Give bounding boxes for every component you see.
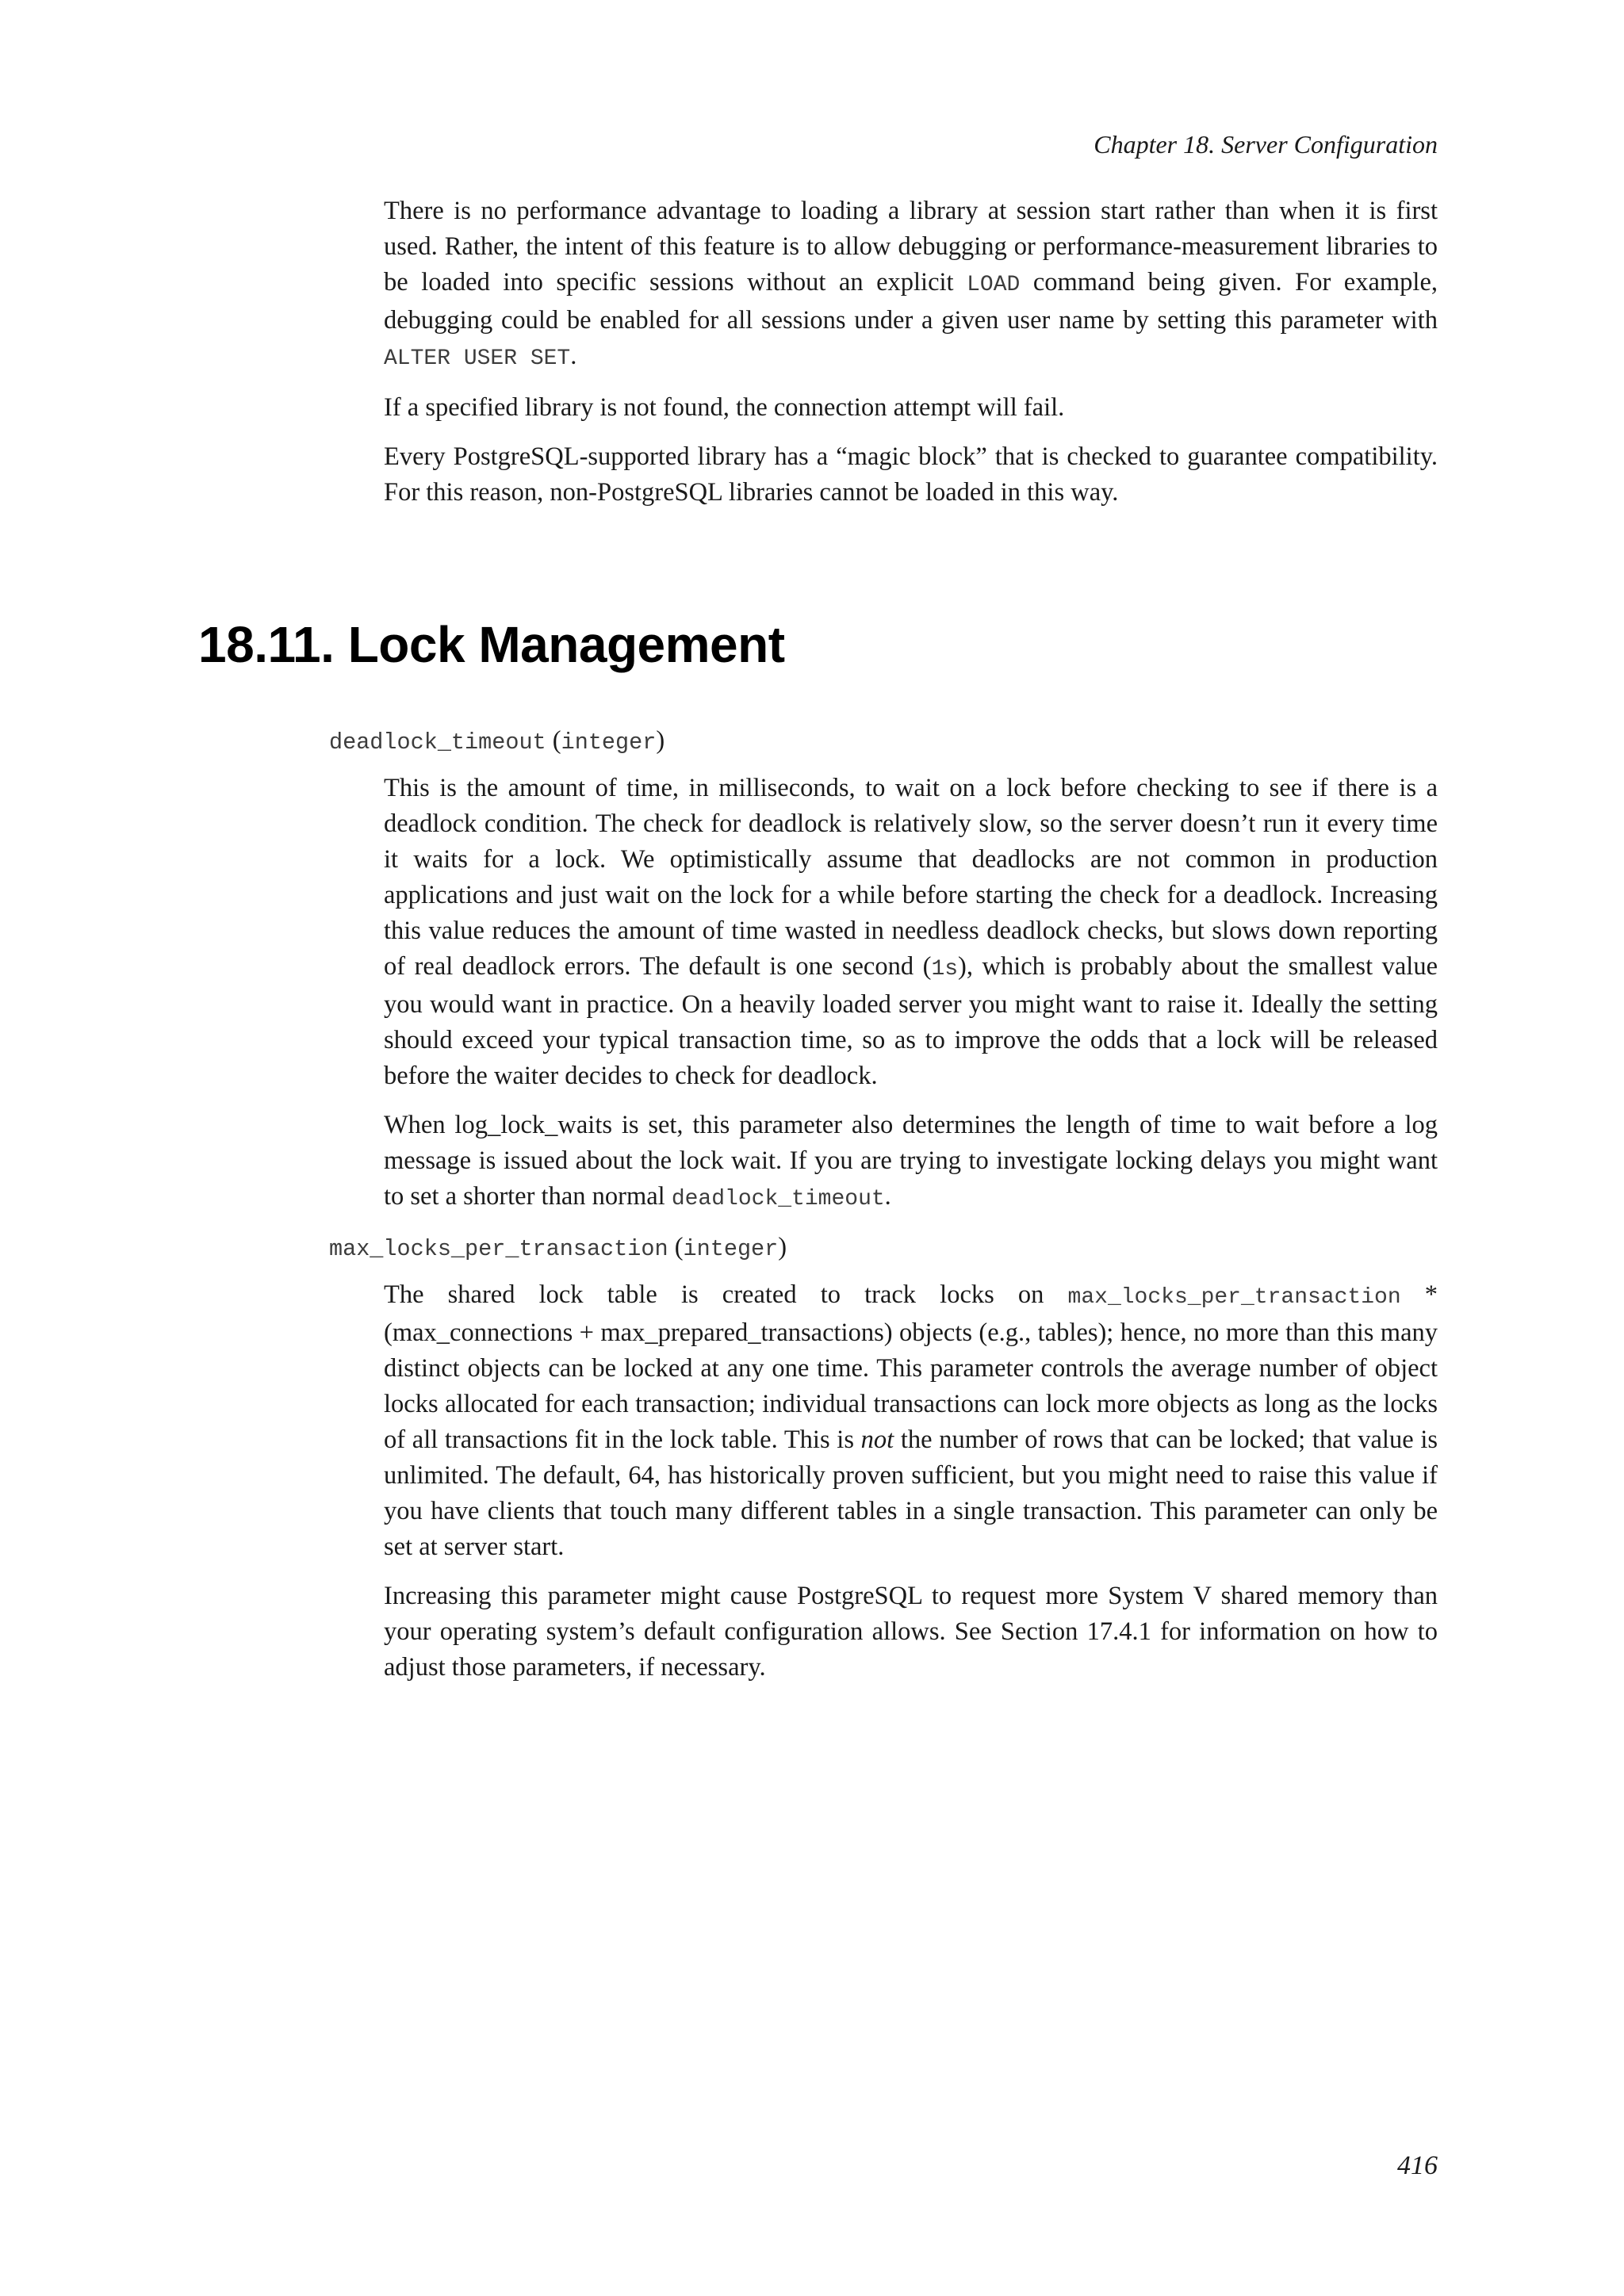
inline-code: LOAD bbox=[967, 273, 1021, 297]
text-run: the number of rows that can be locked; that value is unlimited. The default, 64, has historically proven sufficient, but you might need to raise this value if you have clients that touch many different tables in a single transaction. This parameter can only be set at server start. bbox=[384, 1425, 1438, 1561]
param-type: integer bbox=[561, 729, 657, 756]
intro-paragraph-3: Every PostgreSQL-supported library has a “magic block” that is checked to guarantee compatibility. For this reason, non-PostgreSQL libraries cannot be loaded in this way. bbox=[384, 442, 1438, 507]
page-number: 416 bbox=[1397, 2151, 1438, 2180]
text-run: ), which is probably about the smallest value you would want in practice. On a heavily loaded server you might want to raise it. Ideally the setting should exceed your typical transaction time, so as to improve the odds that a lock will be released before the waiter decides to check for deadlock. bbox=[384, 952, 1438, 1090]
text-run: When log_lock_waits is set, this parameter also determines the length of time to wait before a log message is issued about the lock wait. If you are trying to investigate locking delays you might want to set a shorter than normal bbox=[384, 1111, 1438, 1211]
inline-code: max_locks_per_transaction bbox=[1067, 1285, 1401, 1310]
paren-open: ( bbox=[546, 726, 561, 755]
inline-code: 1s bbox=[931, 957, 959, 982]
intro-paragraph-1 bbox=[384, 193, 1438, 377]
inline-code: deadlock_timeout bbox=[671, 1187, 885, 1211]
description-paragraph: Increasing this parameter might cause PostgreSQL to request more System V shared memory than your operating system’s default configuration allows. See Section 17.4.1 for information on how to adjust those parameters, if necessary. bbox=[384, 1582, 1438, 1682]
description-paragraph bbox=[384, 1108, 1438, 1217]
paren-close: ) bbox=[656, 726, 665, 755]
intro-paragraph-2: If a specified library is not found, the connection attempt will fail. bbox=[384, 393, 1065, 422]
text-run: command being given. For example, debugging could be enabled for all sessions under a given user name by setting this parameter with bbox=[384, 268, 1438, 335]
text-run: . bbox=[570, 342, 577, 370]
text-run: This is the amount of time, in milliseconds, to wait on a lock before checking to see if there is a deadlock condition. The check for deadlock is relatively slow, so the server doesn’t run it every time it waits for a lock. We optimistically assume that deadlocks are not common in production applications and just wait on the lock for a while before starting the check for a deadlock. Increasing this value reduces the amount of time wasted in needless deadlock checks, but slows down reporting of real deadlock errors. The default is one second ( bbox=[384, 774, 1438, 981]
description-paragraph bbox=[384, 771, 1438, 1094]
text-run: There is no performance advantage to loading a library at session start rather than when it is first used. Rather, the intent of this feature is to allow debugging or performance-measurement libraries to be loaded into specific sessions without an explicit bbox=[384, 197, 1438, 297]
section-heading: 18.11. Lock Management bbox=[198, 616, 785, 673]
inline-code: ALTER USER SET bbox=[384, 346, 571, 371]
paren-open: ( bbox=[668, 1233, 684, 1261]
paren-close: ) bbox=[778, 1233, 787, 1261]
text-run: * (max_connections + max_prepared_transactions) objects (e.g., tables); hence, no more than this many distinct objects can be locked at any one time. This parameter controls the average number of object locks allocated for each transaction; individual transactions can lock more objects as long as the locks of all transactions fit in the lock table. This is bbox=[384, 1280, 1438, 1454]
description-paragraph bbox=[384, 1277, 1438, 1565]
param-type: integer bbox=[683, 1236, 779, 1262]
emphasis: not bbox=[860, 1425, 894, 1454]
param-description-deadlock-timeout bbox=[384, 771, 1438, 1230]
param-term-deadlock-timeout bbox=[329, 723, 665, 760]
intro-text bbox=[384, 193, 1438, 524]
text-run: The shared lock table is created to track locks on bbox=[384, 1280, 1068, 1309]
param-term-max-locks-per-transaction bbox=[329, 1230, 787, 1267]
text-run: . bbox=[884, 1182, 891, 1211]
running-header: Chapter 18. Server Configuration bbox=[1094, 130, 1438, 159]
param-name: deadlock_timeout bbox=[329, 729, 546, 756]
param-name: max_locks_per_transaction bbox=[329, 1236, 668, 1262]
param-description-max-locks-per-transaction bbox=[384, 1277, 1438, 1699]
